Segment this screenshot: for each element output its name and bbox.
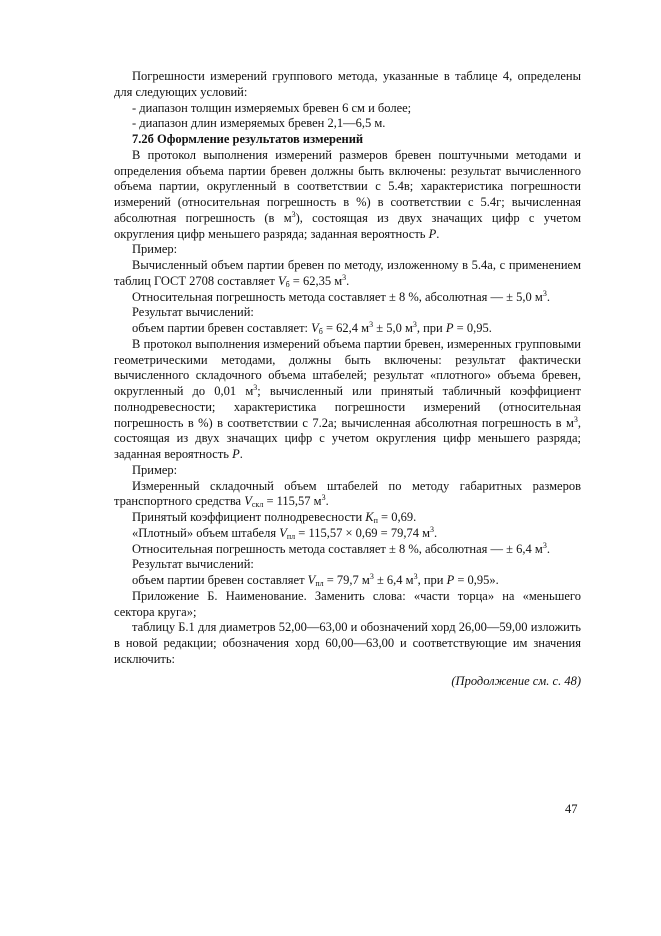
paragraph: Приложение Б. Наименование. Заменить слова: «части торца» на «меньшего сектора круга»; [114,588,581,619]
paragraph: Результат вычислений: [132,305,254,320]
paragraph: Результат вычислений: [132,557,254,572]
paragraph: Относительная погрешность метода составляет ± 8 %, абсолютная — ± 6,4 $м^3$. [132,540,550,556]
page-number: 47 [565,802,578,816]
paragraph: В протокол выполнения измерений объема партии бревен, измеренных групповыми геометрическими методами, должны быть включены: результат фактически вычисленного складочного объема штабелей; результат «плотного» объема бревен, округленный до 0,01 $м^3$; вычисленный или принятый табличный коэффициент полнодревесности; характеристика погрешности измерений (относительная погрешность в %) в соответствии с 7.2а; вычисленная абсолютная погрешность в $м^3$, состоящая из двух значащих цифр с учетом округления цифр меньшего разряда; заданная вероятность Р. [114,336,581,461]
paragraph: - диапазон длин измеряемых бревен 2,1—6,5 м. [132,116,386,131]
section-heading: 7.2б Оформление результатов измерений [132,132,364,146]
paragraph: Принятый коэффициент полнодревесности $К_п = 0,69$. [132,510,417,525]
paragraph: объем партии бревен составляет $V_{пл} = 79,7$ $м^3 \pm 6,4$ $м^3$, при Р = 0,95». [132,572,499,588]
paragraph: Пример: [132,462,178,477]
document-body [114,69,581,689]
paragraph: таблицу Б.1 для диаметров 52,00—63,00 и обозначений хорд 26,00—59,00 изложить в новой редакции; обозначения хорд 60,00—63,00 и соответствующие им значения исключить: [114,620,581,666]
paragraph: В протокол выполнения измерений размеров бревен поштучными методами и определения объема партии бревен должны быть включены: результат вычисленного объема партии, округленный в соответствии с 5.4в; характеристика погрешности измерений (относительная погрешность в %) в соответствии с 5.4г; вычисленная абсолютная погрешность (в $м^3$), состоящая из двух значащих цифр с учетом округления цифр меньшего разряда; заданная вероятность Р. [114,147,581,241]
paragraph: «Плотный» объем штабеля $V_{пл} = 115,57 \times 0,69 = 79,74$ $м^3$. [132,524,438,541]
paragraph: Вычисленный объем партии бревен по методу, изложенному в 5.4а, с применением таблиц ГОСТ 2708 составляет $V_б = 62,35$ $м^3$. [114,258,581,289]
continuation-note: (Продолжение см. с. 48) [451,673,581,688]
paragraph: Измеренный складочный объем штабелей по методу габаритных размеров транспортного средства $V_{скл} = 115,57$ $м^3$. [114,478,581,510]
paragraph: Пример: [132,242,178,257]
paragraph: Относительная погрешность метода составляет ± 8 %, абсолютная — ± 5,0 $м^3$. [132,288,550,304]
paragraph: Погрешности измерений группового метода, указанные в таблице 4, определены для следующих условий: [114,69,581,99]
paragraph: объем партии бревен составляет: $V_б = 62,4$ $м^3 \pm 5,0$ $м^3$, при Р = 0,95. [132,320,492,336]
paragraph: - диапазон толщин измеряемых бревен 6 см и более; [132,100,412,115]
